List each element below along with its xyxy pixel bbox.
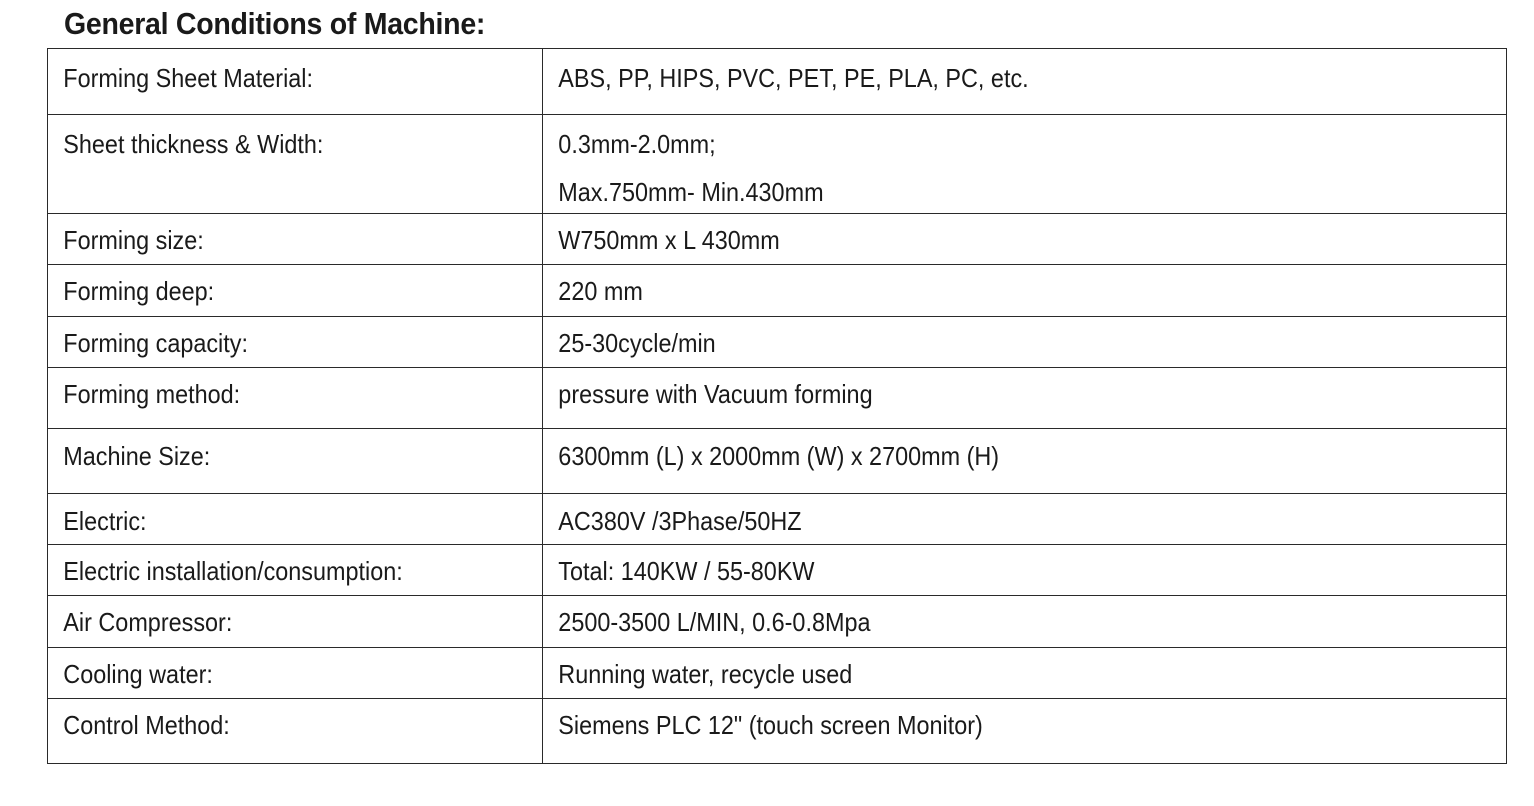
value-cell [543,545,1507,596]
spec-value: ABS, PP, HIPS, PVC, PET, PE, PLA, PC, etc. [558,63,1029,93]
spec-value: 25-30cycle/min [558,328,716,358]
table-row [48,699,1507,764]
value-cell [543,265,1507,317]
label-cell [48,596,543,648]
label-cell [48,115,543,214]
label-cell [48,545,543,596]
spec-label: Forming size: [63,225,204,255]
table-row [48,545,1507,596]
spec-value: 2500-3500 L/MIN, 0.6-0.8Mpa [558,607,871,637]
value-cell [543,699,1507,764]
value-cell [543,115,1507,214]
spec-label: Cooling water: [63,659,213,689]
spec-label: Control Method: [63,710,230,740]
table-row [48,368,1507,429]
label-cell [48,648,543,699]
spec-value: W750mm x L 430mm [558,225,780,255]
value-cell [543,648,1507,699]
spec-value: Running water, recycle used [558,659,853,689]
label-cell [48,49,543,115]
spec-label: Electric installation/consumption: [63,556,403,586]
label-cell [48,317,543,368]
value-cell [543,429,1507,494]
spec-value: pressure with Vacuum forming [558,379,873,409]
value-cell [543,368,1507,429]
label-cell [48,265,543,317]
spec-value: 220 mm [558,276,643,306]
spec-label: Machine Size: [63,441,211,471]
label-cell [48,214,543,265]
table-row [48,115,1507,214]
spec-value: 6300mm (L) x 2000mm (W) x 2700mm (H) [558,441,1000,471]
spec-label: Forming capacity: [63,328,248,358]
table-row [48,494,1507,545]
label-cell [48,368,543,429]
spec-value: AC380V /3Phase/50HZ [558,506,802,536]
label-cell [48,429,543,494]
spec-value: Max.750mm- Min.430mm [558,177,824,207]
table-row [48,596,1507,648]
label-cell [48,699,543,764]
table-row [48,648,1507,699]
specs-table [47,48,1507,764]
table-row [48,317,1507,368]
spec-label: Forming deep: [63,276,215,306]
table-row [48,214,1507,265]
label-cell [48,494,543,545]
value-cell [543,214,1507,265]
spec-value: Total: 140KW / 55-80KW [558,556,815,586]
spec-value: 0.3mm-2.0mm; [558,129,716,159]
spec-label: Air Compressor: [63,607,233,637]
spec-label: Electric: [63,506,147,536]
page-title: General Conditions of Machine: [64,6,486,41]
value-cell [543,596,1507,648]
spec-label: Forming method: [63,379,241,409]
value-cell [543,494,1507,545]
table-row [48,49,1507,115]
spec-label: Sheet thickness & Width: [63,129,324,159]
value-cell [543,49,1507,115]
spec-value: Siemens PLC 12" (touch screen Monitor) [558,710,983,740]
value-cell [543,317,1507,368]
table-row [48,429,1507,494]
table-row [48,265,1507,317]
spec-label: Forming Sheet Material: [63,63,314,93]
